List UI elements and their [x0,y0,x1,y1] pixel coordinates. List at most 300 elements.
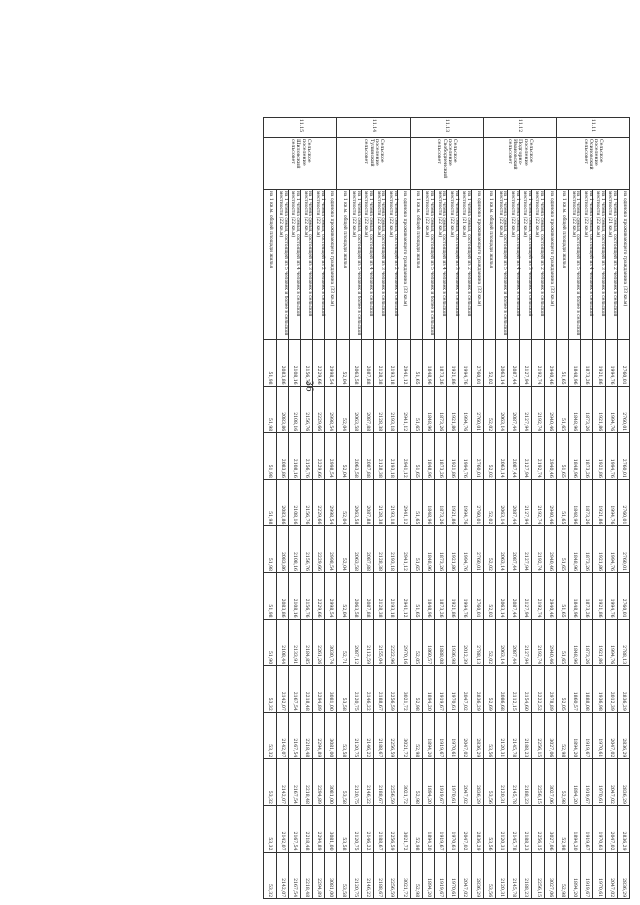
value-cell: 1894,20 [422,759,434,806]
value-cell: 1894,20 [422,852,434,899]
value-cell: 2145,78 [508,759,520,806]
value-cell: 2108,16 [288,433,300,480]
value-cell: 2128,38 [374,340,386,387]
value-cell: 1994,76 [459,479,471,526]
value-cell: 2127,94 [520,340,532,387]
value-cell: 52,04 [337,433,349,480]
value-cell: 2146,22 [361,805,373,852]
table-row [422,118,434,899]
value-cell: 51,65 [410,479,422,526]
value-cell: 53,58 [337,712,349,759]
table-row [300,118,312,899]
value-cell: 2083,86 [276,526,288,573]
value-cell: 1936,98 [593,666,605,713]
value-cell: 1921,86 [593,479,605,526]
value-cell: 2142,07 [276,759,288,806]
table-row [276,118,288,899]
value-cell: 2145,78 [508,712,520,759]
section-number: 11.12 [483,118,556,138]
value-cell: 2120,31 [495,805,507,852]
value-cell: 2218,48 [300,712,312,759]
value-cell: 3081,00 [325,712,337,759]
row-description: на 1 члена семьи, состоящей из 4 человек в сельской местности (22 кв.м) [435,190,447,340]
value-cell: 2063,58 [349,386,361,433]
value-cell: 2112,15 [508,666,520,713]
value-cell: 2108,16 [288,572,300,619]
value-cell: 2256,59 [386,852,398,899]
value-cell: 52,98 [556,759,568,806]
value-cell: 2146,22 [361,712,373,759]
value-cell: 1873,26 [581,526,593,573]
value-cell: 2142,07 [276,852,288,899]
value-cell: 1894,20 [422,805,434,852]
value-cell: 51,65 [556,526,568,573]
value-cell: 52,02 [483,433,495,480]
value-cell: 2063,14 [495,526,507,573]
value-cell: 3027,06 [544,852,556,899]
value-cell: 1921,86 [447,386,459,433]
row-description: на 1 члена семьи, состоящей из 3 человек в сельской местности (22 кв.м) [520,190,532,340]
value-cell: 1994,76 [605,386,617,433]
row-description: на 1 члена семьи, состоящей из 3 человек в сельской местности (22 кв.м) [447,190,459,340]
value-cell: 2120,75 [349,805,361,852]
value-cell: 2047,02 [605,852,617,899]
value-cell: 1848,96 [422,526,434,573]
value-cell: 2087,44 [508,619,520,666]
value-cell: 2256,59 [386,805,398,852]
value-cell: 1873,26 [435,479,447,526]
value-cell: 2167,54 [288,852,300,899]
value-cell: 3081,00 [325,852,337,899]
value-cell: 2193,18 [386,572,398,619]
value-cell: 2760,01 [617,572,629,619]
value-cell: 1894,20 [569,759,581,806]
value-cell: 2128,38 [374,433,386,480]
value-cell: 53,56 [483,712,495,759]
value-cell: 3081,00 [325,805,337,852]
table-row [264,118,276,899]
row-description: на 1 члена семьи, состоящей из 3 человек в сельской местности (22 кв.м) [300,190,312,340]
table-frame [70,117,630,898]
value-cell: 2083,86 [276,479,288,526]
value-cell: 1848,96 [569,386,581,433]
value-cell: 2108,16 [288,340,300,387]
value-cell: 2047,02 [459,666,471,713]
value-cell: 52,98 [556,852,568,899]
value-cell: 1921,86 [593,572,605,619]
value-cell: 2087,44 [508,340,520,387]
row-description: на 1 члена семьи, состоящей из 2 человек в сельской местности (22 кв.м) [386,190,398,340]
value-cell: 2063,14 [495,479,507,526]
value-cell: 2941,12 [398,433,410,480]
value-cell: 2156,76 [300,386,312,433]
value-cell: 1873,26 [581,572,593,619]
section-number: 11.13 [410,118,483,138]
value-cell: 2047,02 [605,712,617,759]
value-cell: 1894,20 [569,712,581,759]
value-cell: 2760,01 [471,572,483,619]
value-cell: 51,98 [264,572,276,619]
value-cell: 1873,26 [581,433,593,480]
value-cell: 1919,67 [435,666,447,713]
value-cell: 2087,88 [361,340,373,387]
value-cell: 51,98 [264,340,276,387]
value-cell: 1848,96 [569,433,581,480]
row-description: на 1 кв.м. общей площади жилья [556,190,568,340]
table-row [398,118,410,899]
value-cell: 2940,46 [544,340,556,387]
value-cell: 51,65 [556,433,568,480]
value-cell: 1994,76 [459,433,471,480]
value-cell: 52,98 [556,712,568,759]
value-cell: 2760,01 [471,340,483,387]
value-cell: 1970,61 [447,666,459,713]
table-row [483,118,495,899]
tariff-table [263,117,630,899]
value-cell: 2145,78 [508,852,520,899]
value-cell: 2998,54 [325,572,337,619]
value-cell: 52,98 [410,712,422,759]
value-cell: 2087,44 [508,526,520,573]
value-cell: 52,02 [483,526,495,573]
row-description: на 1 члена семьи, состоящей из 5 человек и более в сельской местности (22 кв.м) [422,190,434,340]
value-cell: 2836,29 [471,759,483,806]
value-cell: 2083,86 [276,386,288,433]
value-cell: 2760,01 [471,479,483,526]
value-cell: 51,65 [556,619,568,666]
value-cell: 2142,07 [276,666,288,713]
value-cell: 2941,12 [398,479,410,526]
value-cell: 2836,29 [471,852,483,899]
value-cell: 1921,86 [447,479,459,526]
value-cell: 2133,91 [288,619,300,666]
table-row [410,118,422,899]
value-cell: 1919,67 [581,759,593,806]
value-cell: 2941,12 [398,572,410,619]
table-row [617,118,629,899]
section-number: 11.15 [264,118,337,138]
value-cell: 52,05 [410,619,422,666]
section-number: 11.11 [556,118,629,138]
value-cell: 2063,14 [495,572,507,619]
value-cell: 1970,61 [447,712,459,759]
value-cell: 52,04 [337,386,349,433]
value-cell: 1848,96 [569,340,581,387]
value-cell: 2108,16 [288,479,300,526]
value-cell: 51,98 [264,386,276,433]
value-cell: 1888,08 [581,666,593,713]
section-title: Сельское поселение Подгорно-Ивановский сельсовет [483,138,556,190]
value-cell: 2222,96 [386,619,398,666]
value-cell: 51,65 [556,340,568,387]
value-cell: 1873,26 [581,479,593,526]
value-cell: 2087,44 [508,572,520,619]
value-cell: 1921,86 [447,526,459,573]
value-cell: 52,98 [410,805,422,852]
value-cell: 2188,67 [374,666,386,713]
value-cell: 52,98 [410,759,422,806]
value-cell: 2188,67 [374,759,386,806]
value-cell: 2836,29 [617,712,629,759]
table-row [374,118,386,899]
value-cell: 2128,38 [374,572,386,619]
table-row [605,118,617,899]
value-cell: 2087,44 [508,479,520,526]
row-description: на 1 члена семьи, состоящей из 2 человек в сельской местности (21 кв.м) [459,190,471,340]
value-cell: 53,32 [264,759,276,806]
value-cell: 2063,14 [495,433,507,480]
table-row [447,118,459,899]
value-cell: 2229,66 [313,479,325,526]
value-cell: 1848,96 [569,619,581,666]
row-description: на 1 члена семьи, состоящей из 4 человек в сельской местности (22 кв.м) [288,190,300,340]
value-cell: 2192,74 [532,479,544,526]
value-cell: 51,98 [264,479,276,526]
row-description: на 1 члена семьи, состоящей из 2 человек в сельской местности (21 кв.м) [605,190,617,340]
value-cell: 2294,89 [313,852,325,899]
value-cell: 2108,16 [288,386,300,433]
value-cell: 1873,26 [435,572,447,619]
value-cell: 2156,76 [300,479,312,526]
value-cell: 2193,18 [386,340,398,387]
value-cell: 52,69 [483,666,495,713]
value-cell: 52,04 [337,572,349,619]
value-cell: 1921,86 [447,572,459,619]
value-cell: 2294,89 [313,666,325,713]
row-description: на одиноко проживающего гражданина (33 кв.м) [398,190,410,340]
value-cell: 1860,57 [569,666,581,713]
table-row [386,118,398,899]
value-cell: 1919,67 [581,712,593,759]
value-cell: 1848,96 [569,526,581,573]
value-cell: 2978,89 [544,666,556,713]
value-cell: 51,98 [264,526,276,573]
value-cell: 1994,76 [605,433,617,480]
value-cell: 1873,26 [581,340,593,387]
value-cell: 51,65 [556,386,568,433]
row-description: на одиноко проживающего гражданина (33 кв.м) [544,190,556,340]
value-cell: 2218,48 [300,805,312,852]
value-cell: 2120,75 [349,852,361,899]
value-cell: 2940,46 [544,526,556,573]
value-cell: 2063,14 [495,340,507,387]
value-cell: 2047,02 [605,759,617,806]
row-description: на 1 члена семьи, состоящей из 5 человек и более в сельской местности (22 кв.м) [569,190,581,340]
value-cell: 2218,48 [300,759,312,806]
value-cell: 2087,88 [361,386,373,433]
row-description: на одиноко проживающего гражданина (33 кв.м) [617,190,629,340]
value-cell: 2047,02 [459,759,471,806]
value-cell: 2941,12 [398,386,410,433]
value-cell: 51,98 [264,433,276,480]
value-cell: 2998,54 [325,340,337,387]
value-cell: 2193,18 [386,386,398,433]
value-cell: 2146,22 [361,759,373,806]
value-cell: 2192,74 [532,340,544,387]
value-cell: 2128,38 [374,386,386,433]
value-cell: 53,32 [264,852,276,899]
value-cell: 52,02 [483,479,495,526]
value-cell: 2167,54 [288,666,300,713]
value-cell: 2156,76 [300,526,312,573]
value-cell: 53,58 [337,805,349,852]
value-cell: 2836,29 [471,666,483,713]
value-cell: 2047,02 [459,852,471,899]
value-cell: 2836,29 [617,805,629,852]
section-title: Сельское поселение Шиловский сельсовет [264,138,337,190]
table-row [532,118,544,899]
value-cell: 52,04 [337,340,349,387]
table-row [544,118,556,899]
value-cell: 2193,18 [386,526,398,573]
value-cell: 2256,15 [532,805,544,852]
row-description: на одиноко проживающего гражданина (33 кв.м) [325,190,337,340]
value-cell: 2145,78 [508,805,520,852]
value-cell: 2063,58 [349,433,361,480]
value-cell: 1919,67 [435,712,447,759]
value-cell: 1894,20 [422,712,434,759]
value-cell: 53,58 [337,852,349,899]
value-cell: 1970,61 [447,805,459,852]
value-cell: 2012,39 [605,666,617,713]
value-cell: 1994,76 [459,386,471,433]
value-cell: 1873,26 [435,526,447,573]
table-row [288,118,300,899]
value-cell: 1919,67 [581,805,593,852]
value-cell: 2193,18 [386,479,398,526]
value-cell: 2063,58 [349,526,361,573]
value-cell: 2142,07 [276,805,288,852]
row-description: на 1 члена семьи, состоящей из 3 человек в сельской местности (22 кв.м) [374,190,386,340]
value-cell: 1921,86 [593,619,605,666]
table-row [471,118,483,899]
row-description: на 1 члена семьи, состоящей из 4 человек в сельской местности (22 кв.м) [581,190,593,340]
value-cell: 1919,67 [435,805,447,852]
value-cell: 2256,59 [386,759,398,806]
value-cell: 52,98 [556,805,568,852]
value-cell: 2192,74 [532,572,544,619]
table-row [313,118,325,899]
value-cell: 2261,26 [313,619,325,666]
value-cell: 53,32 [264,805,276,852]
value-cell: 2193,18 [386,433,398,480]
value-cell: 2087,88 [361,433,373,480]
value-cell: 2836,29 [617,666,629,713]
value-cell: 1994,76 [459,526,471,573]
value-cell: 1994,76 [459,340,471,387]
value-cell: 2167,54 [288,712,300,759]
value-cell: 2120,31 [495,852,507,899]
value-cell: 1888,08 [435,619,447,666]
value-cell: 1970,61 [593,759,605,806]
value-cell: 1994,76 [605,479,617,526]
value-cell: 2229,66 [313,526,325,573]
value-cell: 2167,54 [288,805,300,852]
value-cell: 51,65 [410,340,422,387]
value-cell: 2120,31 [495,712,507,759]
value-cell: 51,65 [410,572,422,619]
value-cell: 2760,01 [617,433,629,480]
value-cell: 2188,67 [374,805,386,852]
value-cell: 2256,15 [532,712,544,759]
value-cell: 2836,29 [471,805,483,852]
value-cell: 2998,54 [325,479,337,526]
row-description: на 1 члена семьи, состоящей из 2 человек в сельской местности (22 кв.м) [313,190,325,340]
table-row [435,118,447,899]
value-cell: 2012,39 [459,619,471,666]
value-cell: 1970,61 [593,805,605,852]
value-cell: 52,71 [337,619,349,666]
value-cell: 2940,46 [544,619,556,666]
value-cell: 2047,02 [605,805,617,852]
value-cell: 2063,58 [349,572,361,619]
value-cell: 2047,02 [459,805,471,852]
value-cell: 2788,13 [471,619,483,666]
value-cell: 53,32 [264,712,276,759]
value-cell: 2146,22 [361,852,373,899]
table-row [349,118,361,899]
value-cell: 3021,72 [398,712,410,759]
value-cell: 2229,66 [313,433,325,480]
value-cell: 2120,31 [495,759,507,806]
value-cell: 52,04 [337,479,349,526]
table-row [569,118,581,899]
value-cell: 51,65 [410,386,422,433]
value-cell: 1848,96 [422,340,434,387]
row-description: на 1 кв.м. общей площади жилья [410,190,422,340]
value-cell: 2229,66 [313,572,325,619]
value-cell: 2192,74 [532,619,544,666]
value-cell: 1848,96 [569,572,581,619]
value-cell: 1919,67 [581,852,593,899]
section-title: Сельское поселение Тулинский сельсовет [337,138,410,190]
value-cell: 2127,94 [520,433,532,480]
section-number: 11.14 [337,118,410,138]
value-cell: 2760,01 [471,433,483,480]
value-cell: 1921,86 [447,340,459,387]
row-description: на 1 члена семьи, состоящей из 5 человек и более в сельской местности (22 кв.м) [495,190,507,340]
value-cell: 52,02 [483,619,495,666]
value-cell: 2256,15 [532,759,544,806]
value-cell: 3081,00 [325,759,337,806]
value-cell: 2128,38 [374,526,386,573]
value-cell: 1921,86 [593,340,605,387]
value-cell: 1970,61 [447,759,459,806]
value-cell: 2941,12 [398,526,410,573]
value-cell: 2229,66 [313,340,325,387]
table-row [459,118,471,899]
row-description: на 1 члена семьи, состоящей из 3 человек в сельской местности (22 кв.м) [593,190,605,340]
value-cell: 2760,01 [471,386,483,433]
value-cell: 2127,94 [520,386,532,433]
value-cell: 2086,68 [495,666,507,713]
value-cell: 2127,94 [520,479,532,526]
value-cell: 2142,07 [276,712,288,759]
value-cell: 1873,26 [581,619,593,666]
value-cell: 1848,96 [422,433,434,480]
value-cell: 2167,54 [288,759,300,806]
value-cell: 2127,94 [520,619,532,666]
table-row [556,118,568,899]
table-row [325,118,337,899]
row-description: на 1 члена семьи, состоящей из 5 человек и более в сельской местности (22 кв.м) [349,190,361,340]
value-cell: 1936,98 [447,619,459,666]
value-cell: 2087,44 [508,386,520,433]
value-cell: 1994,76 [605,526,617,573]
value-cell: 51,65 [410,526,422,573]
row-description: на 1 члена семьи, состоящей из 5 человек и более в сельской местности (22 кв.м) [276,190,288,340]
value-cell: 2760,01 [617,479,629,526]
